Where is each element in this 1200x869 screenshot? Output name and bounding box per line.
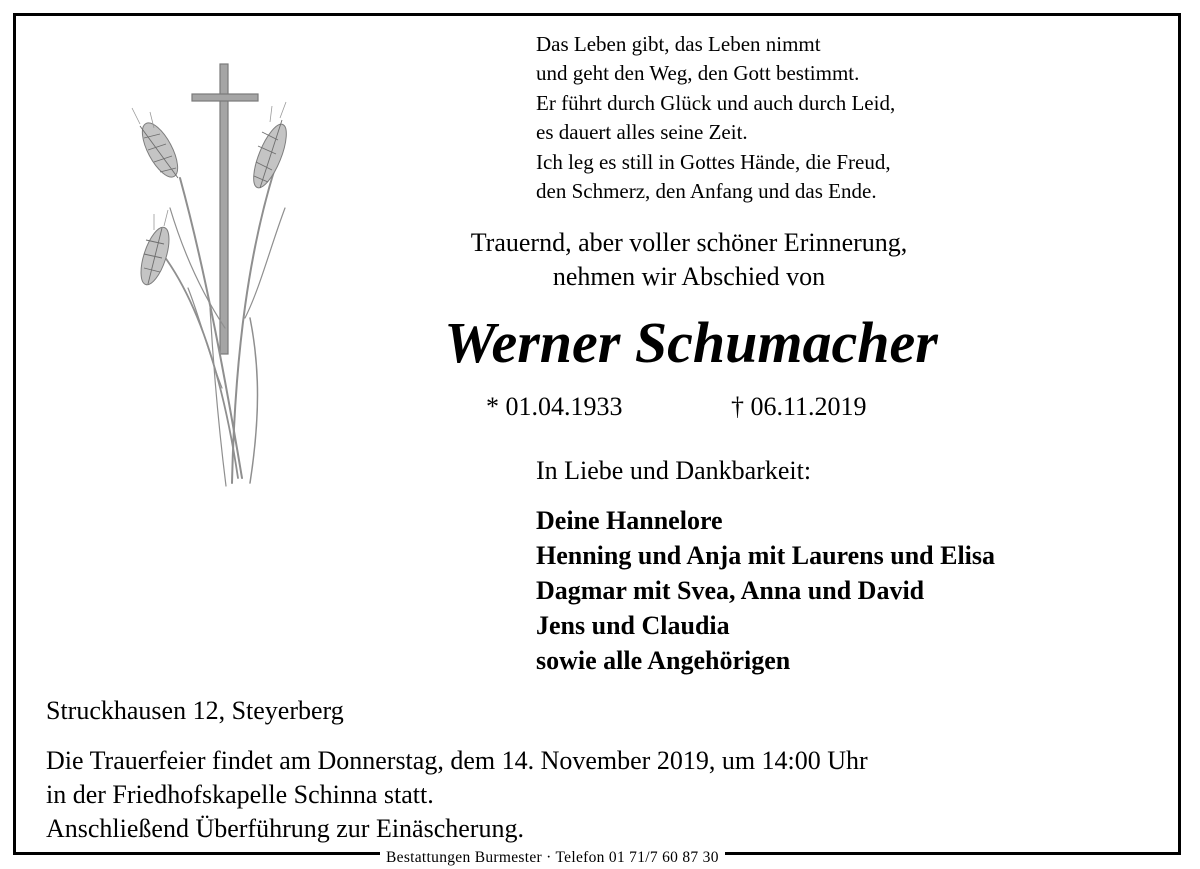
farewell-intro bbox=[388, 226, 990, 294]
poem bbox=[536, 30, 895, 206]
poem-line: und geht den Weg, den Gott bestimmt. bbox=[536, 61, 860, 86]
address: Struckhausen 12, Steyerberg bbox=[46, 696, 344, 725]
poem-line: Er führt durch Glück und auch durch Leid, bbox=[536, 90, 896, 115]
notice-line: Anschließend Überführung zur Einäscherung. bbox=[46, 814, 524, 843]
dedication: In Liebe und Dankbarkeit: bbox=[536, 456, 812, 485]
death-date: † 06.11.2019 bbox=[731, 392, 867, 421]
family-member: sowie alle Angehörigen bbox=[536, 646, 791, 675]
family-member: Dagmar mit Svea, Anna und David bbox=[536, 576, 925, 605]
family-list bbox=[536, 503, 995, 678]
family-member: Henning und Anja mit Laurens und Elisa bbox=[536, 541, 996, 570]
family-member: Jens und Claudia bbox=[536, 611, 730, 640]
notice-line: in der Friedhofskapelle Schinna statt. bbox=[46, 780, 434, 809]
poem-line: es dauert alles seine Zeit. bbox=[536, 120, 748, 145]
intro-line: Trauernd, aber voller schöner Erinnerung, bbox=[470, 228, 908, 257]
poem-line: Ich leg es still in Gottes Hände, die Freud, bbox=[536, 149, 891, 174]
funeral-notice bbox=[46, 744, 868, 846]
birth-date: * 01.04.1933 bbox=[486, 392, 623, 421]
poem-line: den Schmerz, den Anfang und das Ende. bbox=[536, 179, 877, 204]
undertaker-footer: Bestattungen Burmester · Telefon 01 71/7 60 87 30 bbox=[380, 848, 725, 868]
poem-line: Das Leben gibt, das Leben nimmt bbox=[536, 32, 821, 56]
notice-line: Die Trauerfeier findet am Donnerstag, dem 14. November 2019, um 14:00 Uhr bbox=[46, 746, 868, 775]
cross-with-wheat-icon bbox=[110, 58, 310, 488]
deceased-name: Werner Schumacher bbox=[444, 310, 938, 375]
intro-line: nehmen wir Abschied von bbox=[552, 262, 826, 291]
family-member: Deine Hannelore bbox=[536, 506, 723, 535]
